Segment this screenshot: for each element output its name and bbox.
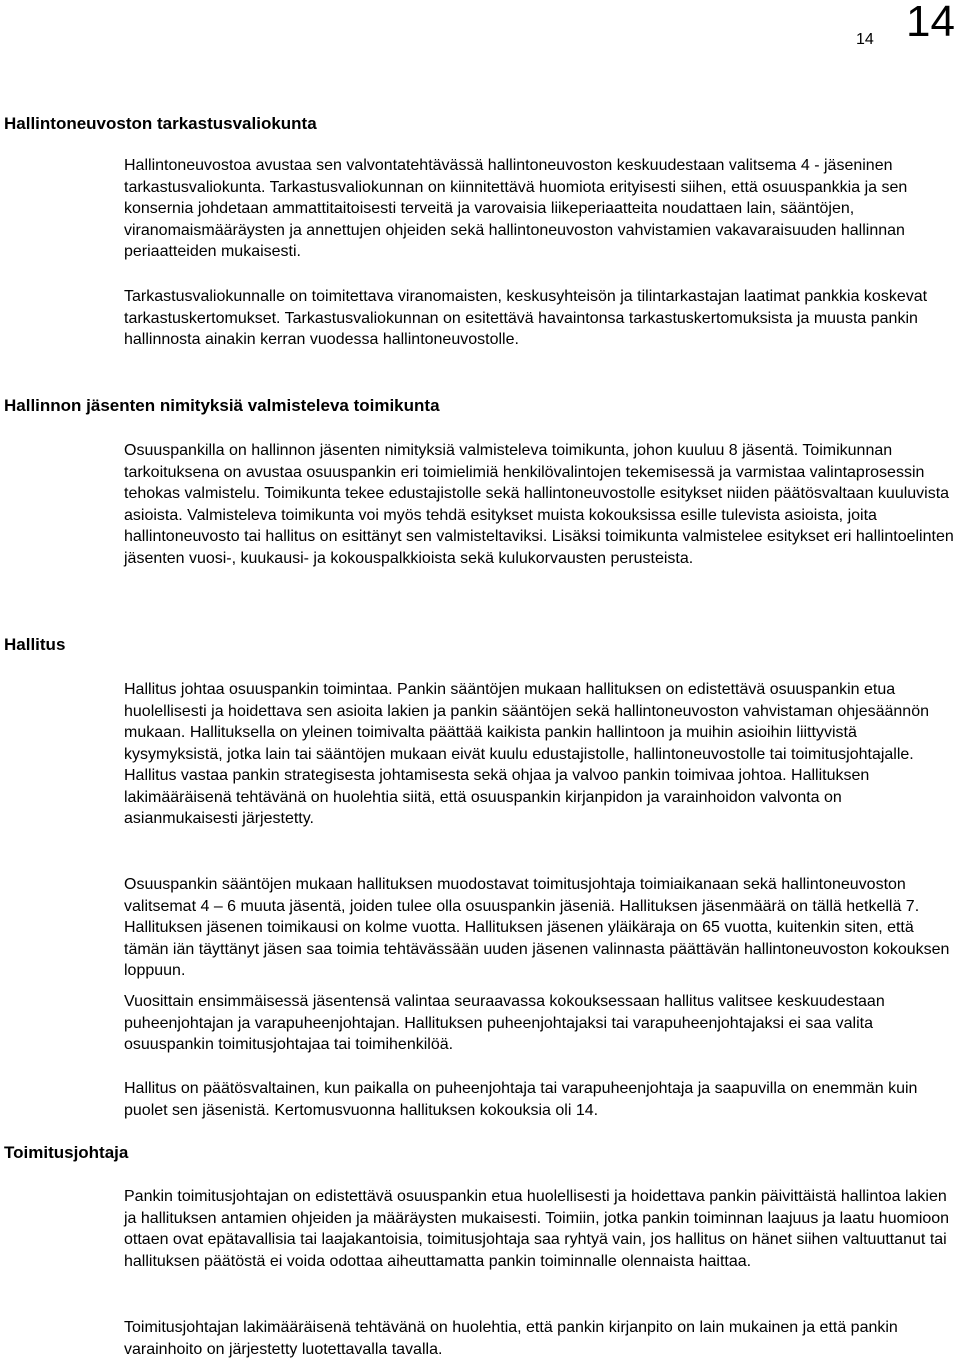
paragraph: Hallitus johtaa osuuspankin toimintaa. Pankin sääntöjen mukaan hallituksen on edistettävä osuuspankin etua huolellisesti ja hoidettava sen asioita lakien ja pankin sääntöjen sekä hallintoneuvoston vahvistaman ohjesäännön mukaan. Hallituksella on yleinen toimivalta päättää kaikista pankin hallintoon ja muihin asioihin liittyvistä kysymyksistä, jotka lain tai sääntöjen mukaan eivät kuulu edustajistolle, hallintoneuvostolle tai toimitusjohtajalle. Hallitus vastaa pankin strategisesta johtamisesta sekä ohjaa ja valvoo pankin toimivaa johtoa. Hallituksen lakimääräisenä tehtävänä on huolehtia siitä, että osuuspankin kirjanpidon ja varainhoidon valvonta on asianmukaisesti järjestetty. [124,681,929,827]
section-title-nimitystoimikunta: Hallinnon jäsenten nimityksiä valmisteleva toimikunta [4,396,440,415]
section-title-toimitusjohtaja: Toimitusjohtaja [4,1143,129,1162]
section-title-hallitus: Hallitus [4,635,66,654]
page-number-small: 14 [856,31,874,48]
paragraph: Toimitusjohtajan lakimääräisenä tehtävänä on huolehtia, että pankin kirjanpito on lain mukainen ja että pankin varainhoito on järjestetty luotettavalla tavalla. [124,1319,898,1358]
paragraph: Osuuspankin sääntöjen mukaan hallituksen muodostavat toimitusjohtaja toimiaikanaan sekä hallintoneuvoston valitsemat 4 – 6 muuta jäsentä, joiden tulee olla osuuspankin jäseniä. Hallituksen jäsenmäärä on tällä hetkellä 7. Hallituksen jäsenen toimikausi on kolme vuotta. Hallituksen jäsenen yläikäraja on 65 vuotta, kuitenkin siten, että tämän iän täyttänyt jäsen saa toimia tehtävässään uuden jäsenen valinnasta päättävän hallintoneuvoston kokouksen loppuun. [124,876,950,979]
section-title-tarkastusvaliokunta: Hallintoneuvoston tarkastusvaliokunta [4,114,317,133]
paragraph: Tarkastusvaliokunnalle on toimitettava viranomaisten, keskusyhteisön ja tilintarkastajan laatimat pankkia koskevat tarkastuskertomukset. Tarkastusvaliokunnan on esitettävä havaintonsa tarkastuskertomuksista ja muusta pankin hallinnosta ainakin kerran vuodessa hallintoneuvostolle. [124,288,928,348]
page-number-large: 14 [906,0,955,46]
paragraph: Hallintoneuvostoa avustaa sen valvontatehtävässä hallintoneuvoston keskuudestaan valitsema 4 - jäseninen tarkastusvaliokunta. Tarkastusvaliokunnan on kiinnitettävä huomiota erityisesti siihen, että osuuspankkia ja sen konsernia johdetaan ammattitaitoisesti terveitä ja varovaisia liikeperiaatteita noudattaen lain, sääntöjen, viranomaismääräysten ja annettujen ohjeiden sekä hallintoneuvoston vahvistamien vakavaraisuuden hallinnan periaatteiden mukaisesti. [124,157,908,260]
paragraph: Pankin toimitusjohtajan on edistettävä osuuspankin etua huolellisesti ja hoidettava pankin päivittäistä hallintoa lakien ja hallituksen antamien ohjeiden ja määräysten mukaisesti. Toimiin, jotka pankin toiminnan laajuus ja laatu huomioon ottaen ovat epätavallisia tai laajakantoisia, toimitusjohtaja saa ryhtyä vain, jos hallitus on hänet siihen valtuuttanut tai hallituksen päätöstä ei voida odottaa aiheuttamatta pankin toiminnalle olennaista haittaa. [124,1188,950,1270]
paragraph: Hallitus on päätösvaltainen, kun paikalla on puheenjohtaja tai varapuheenjohtaja ja saapuvilla on enemmän kuin puolet sen jäsenistä. Kertomusvuonna hallituksen kokouksia oli 14. [124,1080,918,1119]
paragraph: Vuosittain ensimmäisessä jäsentensä valintaa seuraavassa kokouksessaan hallitus valitsee keskuudestaan puheenjohtajan ja varapuheenjohtajan. Hallituksen puheenjohtajaksi tai varapuheenjohtajaksi ei saa valita osuuspankin toimitusjohtajaa tai toimihenkilöä. [124,993,885,1053]
paragraph: Osuuspankilla on hallinnon jäsenten nimityksiä valmisteleva toimikunta, johon kuuluu 8 jäsentä. Toimikunnan tarkoituksena on avustaa osuuspankin eri toimielimiä henkilövalintojen tekemisessä ja varmistaa valintaprosessin tehokas valmistelu. Toimikunta tekee edustajistolle sekä hallintoneuvostolle esitykset niiden päätösvaltaan kuuluvista asioista. Valmisteleva toimikunta voi myös tehdä esitykset muista kokouksissa esille tulevista asioista, joita hallintoneuvosto tai hallitus on esittänyt sen valmisteltaviksi. Lisäksi toimikunta valmistelee esitykset eri hallintoelinten jäsenten vuosi-, kuukausi- ja kokouspalkkioista sekä kulukorvausten perusteista. [124,442,954,567]
